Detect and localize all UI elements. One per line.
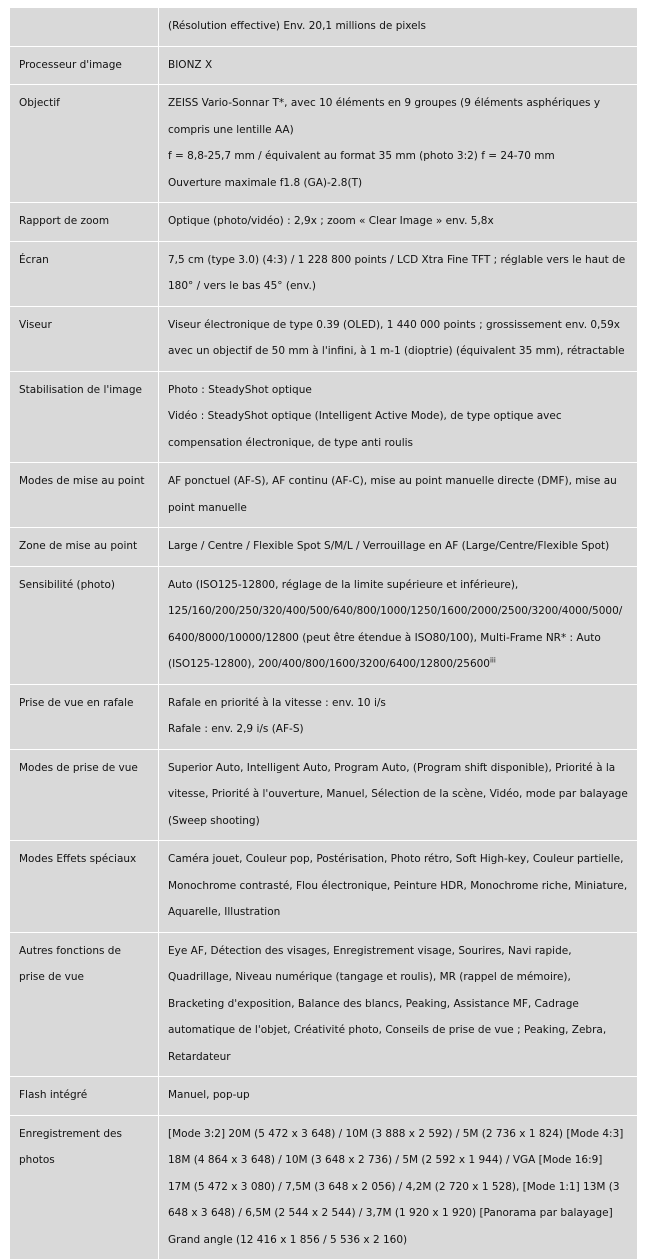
spec-value — [159, 1077, 638, 1116]
spec-value — [159, 932, 638, 1077]
spec-value-line — [168, 1082, 628, 1109]
spec-value — [159, 566, 638, 684]
spec-label: Autres fonctions de prise de vue — [10, 932, 159, 1077]
spec-label: Modes de mise au point — [10, 463, 159, 528]
spec-row — [10, 932, 638, 1077]
spec-value — [159, 841, 638, 933]
spec-value-line — [168, 377, 628, 404]
spec-value-text: Large / Centre / Flexible Spot S/M/L / Verrouillage en AF (Large/Centre/Flexible Spot) — [168, 540, 610, 552]
spec-value-text: ZEISS Vario-Sonnar T*, avec 10 éléments en 9 groupes (9 éléments asphériques y compris une lentille AA) — [168, 97, 601, 136]
spec-label: Enregistrement des photos — [10, 1115, 159, 1260]
spec-value-text: Ouverture maximale f1.8 (GA)-2.8(T) — [168, 176, 363, 189]
spec-row — [10, 46, 638, 85]
spec-value — [159, 1115, 638, 1260]
spec-label: Viseur — [10, 306, 159, 371]
spec-row — [10, 566, 638, 684]
spec-table-body — [10, 8, 638, 1260]
spec-value-text: Rafale en priorité à la vitesse : env. 10 i/s — [168, 696, 386, 709]
spec-value-line — [168, 90, 628, 143]
spec-row — [10, 85, 638, 203]
spec-label — [10, 8, 159, 47]
spec-row — [10, 203, 638, 242]
spec-value-line — [168, 846, 628, 926]
spec-value — [159, 463, 638, 528]
spec-label: Stabilisation de l'image — [10, 371, 159, 463]
spec-value-text: (Résolution effective) Env. 20,1 millions de pixels — [168, 20, 427, 32]
spec-value-text: AF ponctuel (AF-S), AF continu (AF-C), mise au point manuelle directe (DMF), mise au point manuelle — [168, 475, 617, 514]
spec-label: Processeur d'image — [10, 46, 159, 85]
spec-value-line — [168, 716, 628, 743]
spec-value — [159, 8, 638, 47]
spec-value — [159, 241, 638, 306]
spec-value-text: Manuel, pop-up — [168, 1089, 250, 1101]
spec-label: Écran — [10, 241, 159, 306]
spec-value — [159, 46, 638, 85]
spec-value-text: [Mode 3:2] 20M (5 472 x 3 648) / 10M (3 888 x 2 592) / 5M (2 736 x 1 824) [Mode 4:3] 18M (4 864 x 3 648) / 10M (3 648 x 2 736) / 5M (2 592 x 1 944) / VGA [Mode 16:9] 17M (5 472 x 3 080) / 7,5M (3 648 x 2 056) / 4,2M (2 720 x 1 528), [Mode 1:1] 13M (3 648 x 3 648) / 6,5M (2 544 x 2 544) / 3,7M (1 920 x 1 920) [Panorama par balayage] Grand angle (12 416 x 1 856 / 5 536 x 2 160) — [168, 1127, 624, 1246]
spec-value — [159, 371, 638, 463]
spec-value-line — [168, 938, 628, 1071]
footnote-marker: iii — [489, 656, 496, 665]
spec-row — [10, 463, 638, 528]
spec-value — [159, 684, 638, 749]
spec-row — [10, 241, 638, 306]
spec-value-line — [168, 403, 628, 456]
spec-value-line — [168, 572, 628, 678]
spec-value-line — [168, 690, 628, 717]
spec-row — [10, 306, 638, 371]
spec-label: Modes Effets spéciaux — [10, 841, 159, 933]
spec-value-text: Photo : SteadyShot optique — [168, 383, 312, 396]
spec-value — [159, 203, 638, 242]
spec-value-line — [168, 1121, 628, 1254]
spec-value — [159, 749, 638, 841]
spec-value-line — [168, 533, 628, 560]
spec-value-text: f = 8,8-25,7 mm / équivalent au format 35 mm (photo 3:2) f = 24-70 mm — [168, 150, 555, 162]
spec-row — [10, 1077, 638, 1116]
spec-label: Objectif — [10, 85, 159, 203]
spec-table — [9, 7, 638, 1260]
spec-row — [10, 841, 638, 933]
spec-value-text: Caméra jouet, Couleur pop, Postérisation, Photo rétro, Soft High-key, Couleur partielle, Monochrome contrasté, Flou électronique, Peinture HDR, Monochrome riche, Miniature, Aquarelle, Illustration — [168, 853, 628, 918]
spec-value-line — [168, 170, 628, 197]
spec-value-text: Eye AF, Détection des visages, Enregistrement visage, Sourires, Navi rapide, Quadrillage, Niveau numérique (tangage et roulis), MR (rappel de mémoire), Bracketing d'exposition, Balance des blancs, Peaking, Assistance MF, Cadrage automatique de l'objet, Créativité photo, Conseils de prise de vue ; Peaking, Zebra, Retardateur — [168, 944, 607, 1063]
spec-value-line — [168, 468, 628, 521]
spec-label: Zone de mise au point — [10, 528, 159, 567]
spec-label: Rapport de zoom — [10, 203, 159, 242]
spec-value-text: Auto (ISO125-12800, réglage de la limite supérieure et inférieure), 125/160/200/250/320/400/500/640/800/1000/1250/1600/2000/2500/3200/4000/5000/6400/8000/10000/12800 (peut être étendue à ISO80/100), Multi-Frame NR* : Auto (ISO125-12800), 200/400/800/1600/3200/6400/12800/25600 — [168, 578, 623, 670]
spec-row — [10, 1115, 638, 1260]
spec-label: Sensibilité (photo) — [10, 566, 159, 684]
spec-value-text: Viseur électronique de type 0.39 (OLED), 1 440 000 points ; grossissement env. 0,59x avec un objectif de 50 mm à l'infini, à 1 m-1 (dioptrie) (équivalent 35 mm), rétractable — [168, 318, 625, 357]
spec-value-text: Superior Auto, Intelligent Auto, Program Auto, (Program shift disponible), Priorité à la vitesse, Priorité à l'ouverture, Manuel, Sélection de la scène, Vidéo, mode par balayage (Sweep shooting) — [168, 761, 628, 827]
spec-value — [159, 85, 638, 203]
spec-value-line — [168, 247, 628, 300]
spec-row — [10, 528, 638, 567]
spec-value-line — [168, 755, 628, 835]
spec-value-text: Rafale : env. 2,9 i/s (AF-S) — [168, 723, 304, 735]
spec-label: Prise de vue en rafale — [10, 684, 159, 749]
spec-value-line — [168, 143, 628, 170]
spec-value-text: Vidéo : SteadyShot optique (Intelligent Active Mode), de type optique avec compensation électronique, de type anti roulis — [168, 410, 562, 449]
spec-label: Flash intégré — [10, 1077, 159, 1116]
spec-row — [10, 749, 638, 841]
spec-value — [159, 528, 638, 567]
spec-value — [159, 306, 638, 371]
spec-value-text: BIONZ X — [168, 58, 213, 71]
spec-value-text: 7,5 cm (type 3.0) (4:3) / 1 228 800 points / LCD Xtra Fine TFT ; réglable vers le haut de 180° / vers le bas 45° (env.) — [168, 253, 626, 292]
spec-value-line — [168, 13, 628, 40]
spec-value-text: Optique (photo/vidéo) : 2,9x ; zoom « Clear Image » env. 5,8x — [168, 215, 494, 227]
spec-row — [10, 684, 638, 749]
spec-value-line — [168, 312, 628, 365]
spec-label: Modes de prise de vue — [10, 749, 159, 841]
spec-row — [10, 8, 638, 47]
spec-row — [10, 371, 638, 463]
spec-value-line — [168, 208, 628, 235]
spec-value-line — [168, 52, 628, 79]
